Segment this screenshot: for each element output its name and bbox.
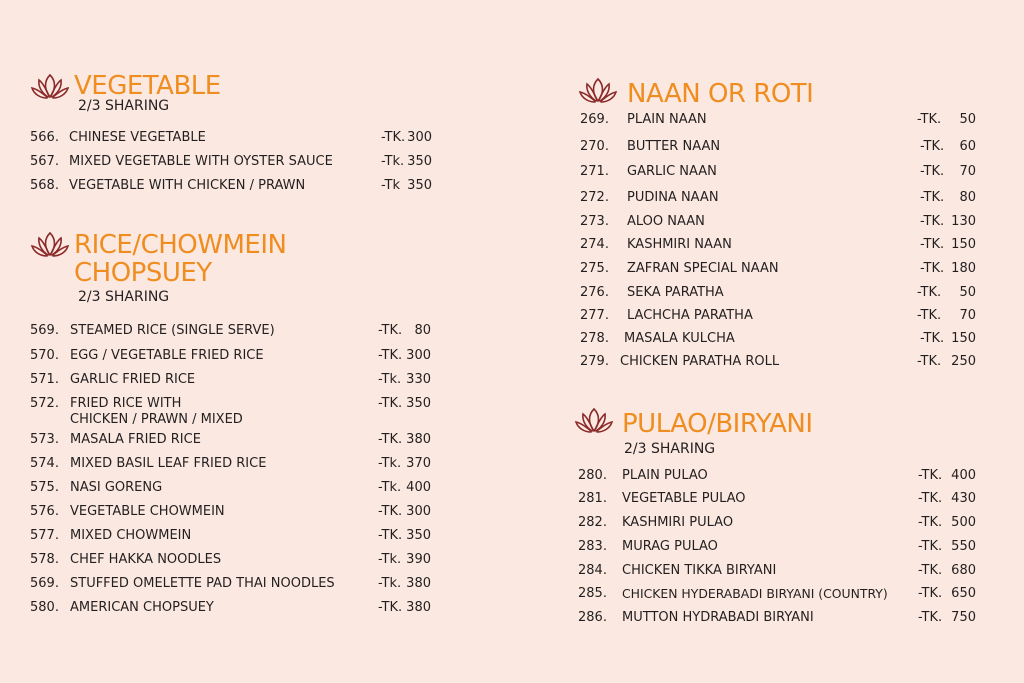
item-name: MIXED CHOWMEIN xyxy=(70,528,192,543)
item-price: 430 xyxy=(951,491,976,506)
item-number: 286. xyxy=(578,610,607,625)
item-number: 573. xyxy=(30,432,59,447)
item-currency: -TK. xyxy=(918,563,943,578)
item-number: 279. xyxy=(580,354,609,369)
item-price: 60 xyxy=(959,139,976,154)
item-currency: -TK. xyxy=(378,600,403,615)
item-currency: -TK. xyxy=(920,331,945,346)
item-price: 400 xyxy=(951,468,976,483)
item-price: 50 xyxy=(959,285,976,300)
item-currency: -TK. xyxy=(917,354,942,369)
lotus-icon xyxy=(574,405,614,435)
item-number: 269. xyxy=(580,112,609,127)
item-currency: -TK. xyxy=(920,139,945,154)
item-name: BUTTER NAAN xyxy=(627,139,721,154)
item-price: 70 xyxy=(959,308,976,323)
item-number: 282. xyxy=(578,515,607,530)
item-name: PLAIN NAAN xyxy=(627,112,707,127)
item-price: 370 xyxy=(406,456,431,471)
item-number: 270. xyxy=(580,139,609,154)
item-price: 300 xyxy=(407,130,432,145)
item-price: 350 xyxy=(406,528,431,543)
item-price: 400 xyxy=(406,480,431,495)
item-number: 278. xyxy=(580,331,609,346)
item-name: STUFFED OMELETTE PAD THAI NOODLES xyxy=(70,576,335,591)
section-title: RICE/CHOWMEIN CHOPSUEY xyxy=(74,230,287,288)
item-number: 576. xyxy=(30,504,59,519)
item-number: 275. xyxy=(580,261,609,276)
section-subtitle: 2/3 SHARING xyxy=(78,98,170,114)
item-number: 580. xyxy=(30,600,59,615)
item-number: 281. xyxy=(578,491,607,506)
item-price: 500 xyxy=(951,515,976,530)
item-price: 330 xyxy=(406,372,431,387)
item-number: 575. xyxy=(30,480,59,495)
item-currency: -TK. xyxy=(378,323,403,338)
item-currency: -TK. xyxy=(918,586,943,601)
item-name: CHICKEN PARATHA ROLL xyxy=(620,354,780,369)
item-currency: -TK. xyxy=(918,515,943,530)
item-name: CHINESE VEGETABLE xyxy=(69,130,206,145)
item-currency: -Tk xyxy=(381,178,400,193)
item-price: 750 xyxy=(951,610,976,625)
item-number: 280. xyxy=(578,468,607,483)
item-number: 277. xyxy=(580,308,609,323)
item-currency: -TK. xyxy=(917,308,942,323)
item-name: MURAG PULAO xyxy=(622,539,718,554)
item-number: 567. xyxy=(30,154,59,169)
item-number: 578. xyxy=(30,552,59,567)
item-number: 569. xyxy=(30,576,59,591)
item-name: AMERICAN CHOPSUEY xyxy=(70,600,214,615)
item-number: 569. xyxy=(30,323,59,338)
item-number: 273. xyxy=(580,214,609,229)
item-name: NASI GORENG xyxy=(70,480,163,495)
section-title: VEGETABLE xyxy=(74,71,221,101)
item-name: GARLIC NAAN xyxy=(627,164,717,179)
item-currency: -TK. xyxy=(378,528,403,543)
section-title: PULAO/BIRYANI xyxy=(622,409,813,439)
item-name: EGG / VEGETABLE FRIED RICE xyxy=(70,348,264,363)
item-price: 380 xyxy=(406,432,431,447)
item-number: 566. xyxy=(30,130,59,145)
item-number: 571. xyxy=(30,372,59,387)
item-price: 350 xyxy=(407,154,432,169)
lotus-icon xyxy=(30,229,70,259)
item-currency: -TK. xyxy=(381,130,406,145)
item-currency: -TK. xyxy=(918,610,943,625)
item-price: 130 xyxy=(951,214,976,229)
item-number: 285. xyxy=(578,586,607,601)
item-name: PUDINA NAAN xyxy=(627,190,719,205)
item-price: 300 xyxy=(406,504,431,519)
item-price: 650 xyxy=(951,586,976,601)
item-name: SEKA PARATHA xyxy=(627,285,724,300)
item-name: CHEF HAKKA NOODLES xyxy=(70,552,222,567)
item-currency: -TK. xyxy=(917,285,942,300)
item-currency: -TK. xyxy=(920,237,945,252)
item-name: ZAFRAN SPECIAL NAAN xyxy=(627,261,779,276)
item-currency: -TK. xyxy=(920,190,945,205)
item-name: CHICKEN TIKKA BIRYANI xyxy=(622,563,777,578)
item-number: 271. xyxy=(580,164,609,179)
item-number: 276. xyxy=(580,285,609,300)
item-name: MASALA FRIED RICE xyxy=(70,432,201,447)
item-price: 350 xyxy=(406,396,431,411)
item-number: 272. xyxy=(580,190,609,205)
item-currency: -TK. xyxy=(918,468,943,483)
item-currency: -TK. xyxy=(917,112,942,127)
item-price: 350 xyxy=(407,178,432,193)
item-name: MASALA KULCHA xyxy=(624,331,735,346)
item-name: MUTTON HYDRABADI BIRYANI xyxy=(622,610,814,625)
item-price: 390 xyxy=(406,552,431,567)
item-name: KASHMIRI NAAN xyxy=(627,237,732,252)
item-price: 80 xyxy=(414,323,431,338)
item-currency: -Tk. xyxy=(378,552,402,567)
lotus-icon xyxy=(30,71,70,101)
item-number: 283. xyxy=(578,539,607,554)
item-name: GARLIC FRIED RICE xyxy=(70,372,196,387)
item-currency: -TK. xyxy=(378,432,403,447)
item-price: 250 xyxy=(951,354,976,369)
item-price: 300 xyxy=(406,348,431,363)
item-name: FRIED RICE WITH CHICKEN / PRAWN / MIXED xyxy=(70,396,243,427)
item-price: 80 xyxy=(959,190,976,205)
item-price: 550 xyxy=(951,539,976,554)
item-currency: -TK. xyxy=(920,214,945,229)
lotus-icon xyxy=(578,75,618,105)
item-number: 274. xyxy=(580,237,609,252)
item-currency: -Tk. xyxy=(378,576,402,591)
item-currency: -TK. xyxy=(378,504,403,519)
item-name: VEGETABLE WITH CHICKEN / PRAWN xyxy=(69,178,306,193)
item-price: 680 xyxy=(951,563,976,578)
item-name: KASHMIRI PULAO xyxy=(622,515,734,530)
item-price: 150 xyxy=(951,331,976,346)
item-currency: -TK. xyxy=(918,539,943,554)
item-price: 380 xyxy=(406,600,431,615)
item-number: 570. xyxy=(30,348,59,363)
item-currency: -TK. xyxy=(378,396,403,411)
item-name: MIXED VEGETABLE WITH OYSTER SAUCE xyxy=(69,154,333,169)
item-name: ALOO NAAN xyxy=(627,214,705,229)
section-subtitle: 2/3 SHARING xyxy=(78,289,170,305)
item-number: 568. xyxy=(30,178,59,193)
item-name: PLAIN PULAO xyxy=(622,468,708,483)
item-name: VEGETABLE PULAO xyxy=(622,491,746,506)
item-currency: -TK. xyxy=(920,261,945,276)
item-currency: -Tk. xyxy=(378,372,402,387)
item-currency: -Tk. xyxy=(378,456,402,471)
item-number: 574. xyxy=(30,456,59,471)
item-name: CHICKEN HYDERABADI BIRYANI (COUNTRY) xyxy=(622,586,888,601)
item-name: VEGETABLE CHOWMEIN xyxy=(70,504,225,519)
item-currency: -Tk. xyxy=(378,480,402,495)
item-name: LACHCHA PARATHA xyxy=(627,308,753,323)
item-currency: -Tk. xyxy=(381,154,405,169)
item-name: STEAMED RICE (SINGLE SERVE) xyxy=(70,323,275,338)
section-title: NAAN OR ROTI xyxy=(627,79,814,109)
item-currency: -TK. xyxy=(920,164,945,179)
item-currency: -TK. xyxy=(378,348,403,363)
item-price: 380 xyxy=(406,576,431,591)
item-price: 180 xyxy=(951,261,976,276)
item-price: 70 xyxy=(959,164,976,179)
item-number: 577. xyxy=(30,528,59,543)
item-number: 572. xyxy=(30,396,59,411)
item-number: 284. xyxy=(578,563,607,578)
item-currency: -TK. xyxy=(918,491,943,506)
item-price: 50 xyxy=(959,112,976,127)
item-name: MIXED BASIL LEAF FRIED RICE xyxy=(70,456,267,471)
section-subtitle: 2/3 SHARING xyxy=(624,441,716,457)
item-price: 150 xyxy=(951,237,976,252)
